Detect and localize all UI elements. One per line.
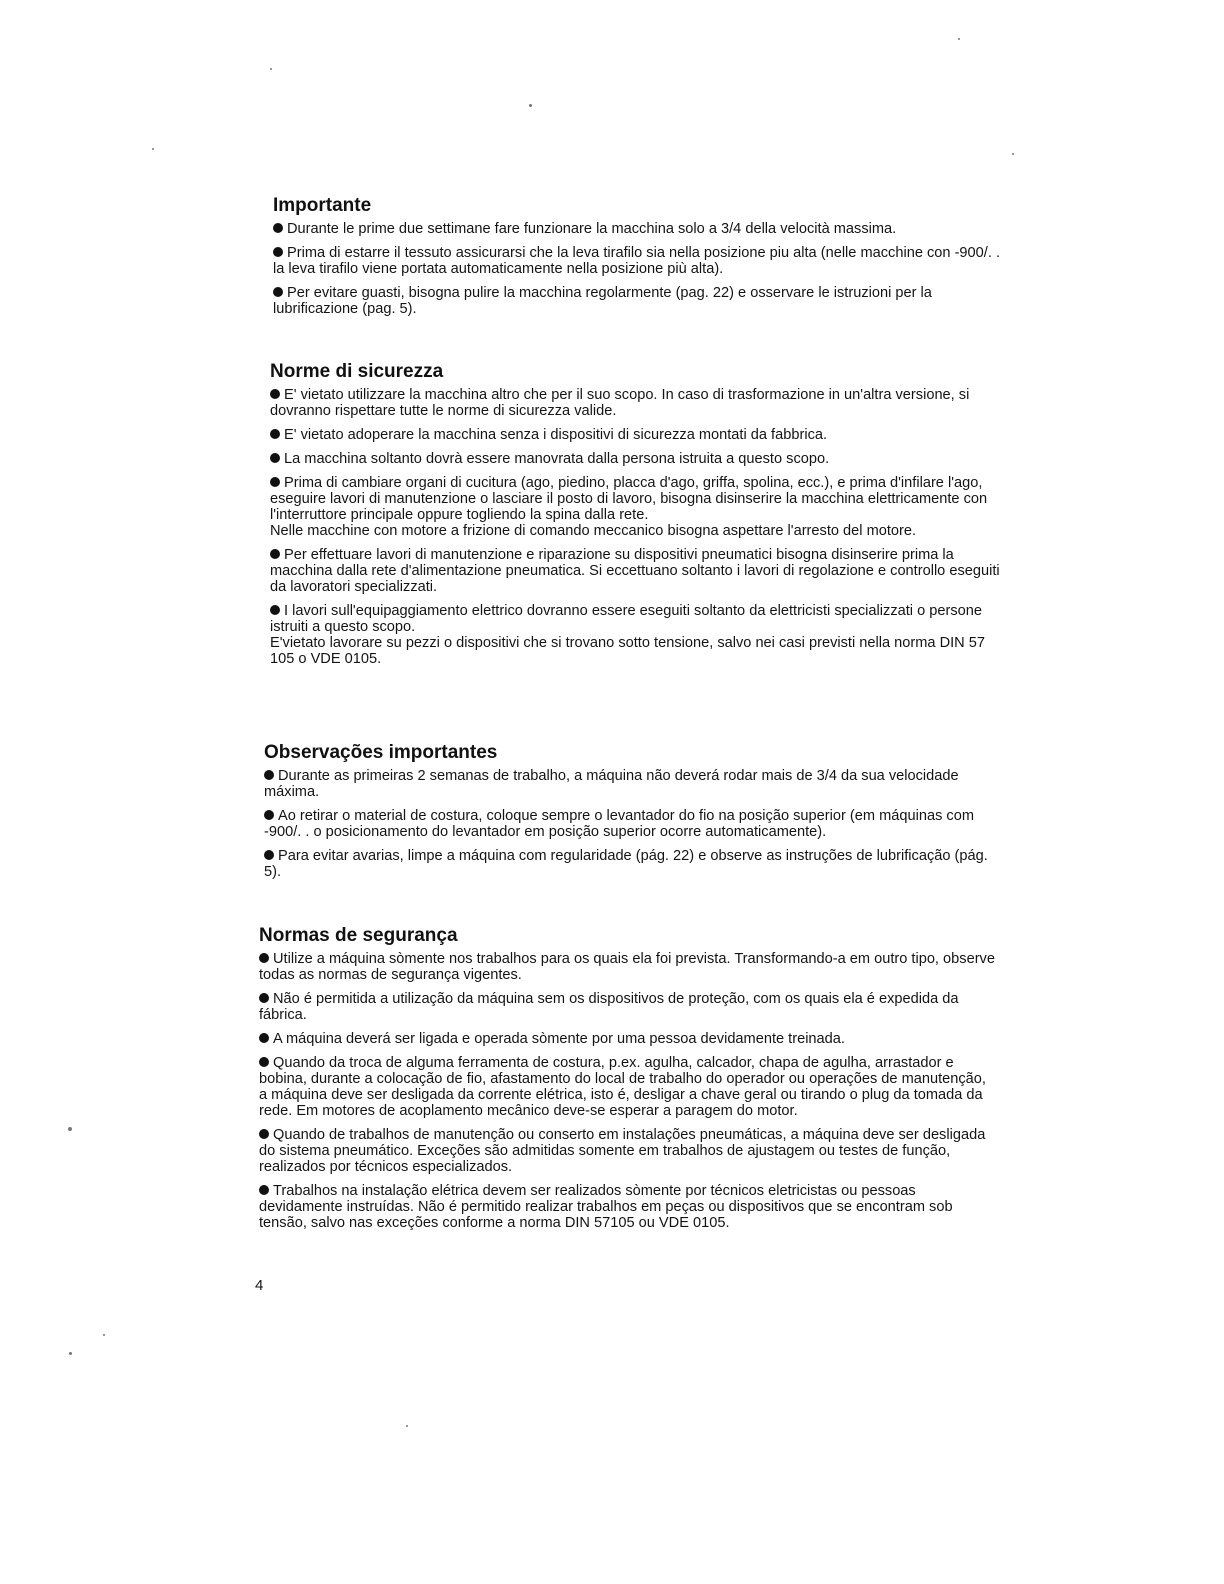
scan-speck <box>958 38 960 40</box>
item-text: Durante as primeiras 2 semanas de trabalho, a máquina não deverá rodar mais de 3/4 da sua velocidade máxima. <box>264 768 959 800</box>
item-text: Per effettuare lavori di manutenzione e riparazione su dispositivi pneumatici bisogna disinserire prima la macchina dalla rete d'alimentazione pneumatica. Si eccettuano soltanto i lavori di regolazione e controllo eseguiti da lavoratori specializzati. <box>270 547 1000 595</box>
bullet-icon <box>270 477 280 487</box>
bullet-icon <box>273 223 283 233</box>
section-heading: Norme di sicurezza <box>270 361 444 382</box>
bullet-icon <box>259 993 269 1003</box>
bullet-icon <box>259 1033 269 1043</box>
item-text-continuation: Nelle macchine con motore a frizione di comando meccanico bisogna aspettare l'arresto del motore. <box>270 523 917 539</box>
list-item <box>259 1031 995 1047</box>
scan-speck <box>1012 153 1014 155</box>
item-text: Prima di cambiare organi di cucitura (ago, piedino, placca d'ago, griffa, spolina, ecc.), e prima d'infilare l'ago, eseguire lavori di manutenzione o lasciare il posto di lavoro, bisogna disinserire la macchina elettricamente con l'interruttore principale oppure togliendo la spina dalla rete. <box>270 475 988 523</box>
section-norme-di-sicurezza <box>270 361 1010 675</box>
list-item <box>270 427 1010 443</box>
list-item <box>270 547 1010 595</box>
list-item <box>264 768 1000 800</box>
list-item <box>259 1183 995 1231</box>
page-number: 4 <box>255 1277 264 1294</box>
item-text-continuation: E'vietato lavorare su pezzi o dispositivi che si trovano sotto tensione, salvo nei casi previsti nella norma DIN 57 105 o VDE 0105. <box>270 635 985 667</box>
section-observacoes-importantes <box>264 742 1000 888</box>
section-importante <box>273 195 1013 325</box>
item-text: Per evitare guasti, bisogna pulire la macchina regolarmente (pag. 22) e osservare le istruzioni per la lubrificazione (pag. 5). <box>273 285 932 317</box>
item-text: Prima di estarre il tessuto assicurarsi che la leva tirafilo sia nella posizione piu alta (nelle macchine con -900/. . la leva tirafilo viene portata automaticamente nella posizione più alta). <box>273 245 1000 277</box>
list-item <box>259 951 995 983</box>
list-item <box>270 603 1010 667</box>
scan-speck <box>270 68 272 70</box>
bullet-icon <box>270 389 280 399</box>
item-text: Para evitar avarias, limpe a máquina com regularidade (pág. 22) e observe as instruções de lubrificação (pág. 5). <box>264 848 988 880</box>
scan-speck <box>406 1425 408 1427</box>
section-heading: Normas de segurança <box>259 925 458 946</box>
list-item <box>273 221 1013 237</box>
list-item <box>259 991 995 1023</box>
item-text: La macchina soltanto dovrà essere manovrata dalla persona istruita a questo scopo. <box>284 451 830 467</box>
bullet-icon <box>259 953 269 963</box>
list-item <box>270 475 1010 539</box>
scan-speck <box>103 1334 105 1336</box>
item-text: Não é permitida a utilização da máquina sem os dispositivos de proteção, com os quais ela é expedida da fábrica. <box>259 991 959 1023</box>
section-heading: Observações importantes <box>264 742 498 763</box>
list-item <box>259 1127 995 1175</box>
bullet-icon <box>259 1057 269 1067</box>
scan-speck <box>152 148 154 150</box>
item-text: E' vietato utilizzare la macchina altro che per il suo scopo. In caso di trasformazione in un'altra versione, si dovranno rispettare tutte le norme di sicurezza valide. <box>270 387 970 419</box>
list-item <box>264 808 1000 840</box>
item-text: E' vietato adoperare la macchina senza i dispositivi di sicurezza montati da fabbrica. <box>284 427 828 443</box>
bullet-icon <box>259 1129 269 1139</box>
bullet-icon <box>264 770 274 780</box>
list-item <box>273 245 1013 277</box>
bullet-icon <box>259 1185 269 1195</box>
scan-speck <box>69 1352 72 1355</box>
list-item <box>270 451 1010 467</box>
item-text: I lavori sull'equipaggiamento elettrico dovranno essere eseguiti soltanto da elettricisti specializzati o persone istruiti a questo scopo. <box>270 603 982 635</box>
bullet-icon <box>264 810 274 820</box>
section-heading: Importante <box>273 195 372 216</box>
bullet-icon <box>270 453 280 463</box>
item-text: Quando da troca de alguma ferramenta de costura, p.ex. agulha, calcador, chapa de agulha, arrastador e bobina, durante a colocação de fio, afastamento do local de trabalho do operador ou operações de manutenção, a máquina deve ser desligada da corrente elétrica, isto é, desligar a chave geral ou tirando o plug da tomada da rede. Em motores de acoplamento mecânico deve-se esperar a paragem do motor. <box>259 1055 986 1119</box>
list-item <box>270 387 1010 419</box>
item-text: Utilize a máquina sòmente nos trabalhos para os quais ela foi prevista. Transformando-a em outro tipo, observe todas as normas de segurança vigentes. <box>259 951 995 983</box>
bullet-icon <box>270 605 280 615</box>
bullet-icon <box>273 247 283 257</box>
item-text: A máquina deverá ser ligada e operada sòmente por uma pessoa devidamente treinada. <box>273 1031 845 1047</box>
bullet-icon <box>270 549 280 559</box>
item-text: Ao retirar o material de costura, coloque sempre o levantador do fio na posição superior (em máquinas com -900/. . o posicionamento do levantador em posição superior ocorre automaticamente). <box>264 808 974 840</box>
item-text: Durante le prime due settimane fare funzionare la macchina solo a 3/4 della velocità massima. <box>287 221 897 237</box>
scan-speck <box>68 1127 72 1131</box>
list-item <box>264 848 1000 880</box>
scan-speck <box>529 104 532 107</box>
section-normas-de-seguranca <box>259 925 995 1239</box>
list-item <box>259 1055 995 1119</box>
item-text: Quando de trabalhos de manutenção ou conserto em instalações pneumáticas, a máquina deve ser desligada do sistema pneumático. Exceções são admitidas somente em trabalhos de ajustagem ou testes de função, realizados por técnicos especializados. <box>259 1127 986 1175</box>
item-text: Trabalhos na instalação elétrica devem ser realizados sòmente por técnicos eletricistas ou pessoas devidamente instruídas. Não é permitido realizar trabalhos em peças ou dispositivos que se encontram sob tensão, salvo nas exceções conforme a norma DIN 57105 ou VDE 0105. <box>259 1183 953 1231</box>
list-item <box>273 285 1013 317</box>
bullet-icon <box>273 287 283 297</box>
bullet-icon <box>270 429 280 439</box>
bullet-icon <box>264 850 274 860</box>
